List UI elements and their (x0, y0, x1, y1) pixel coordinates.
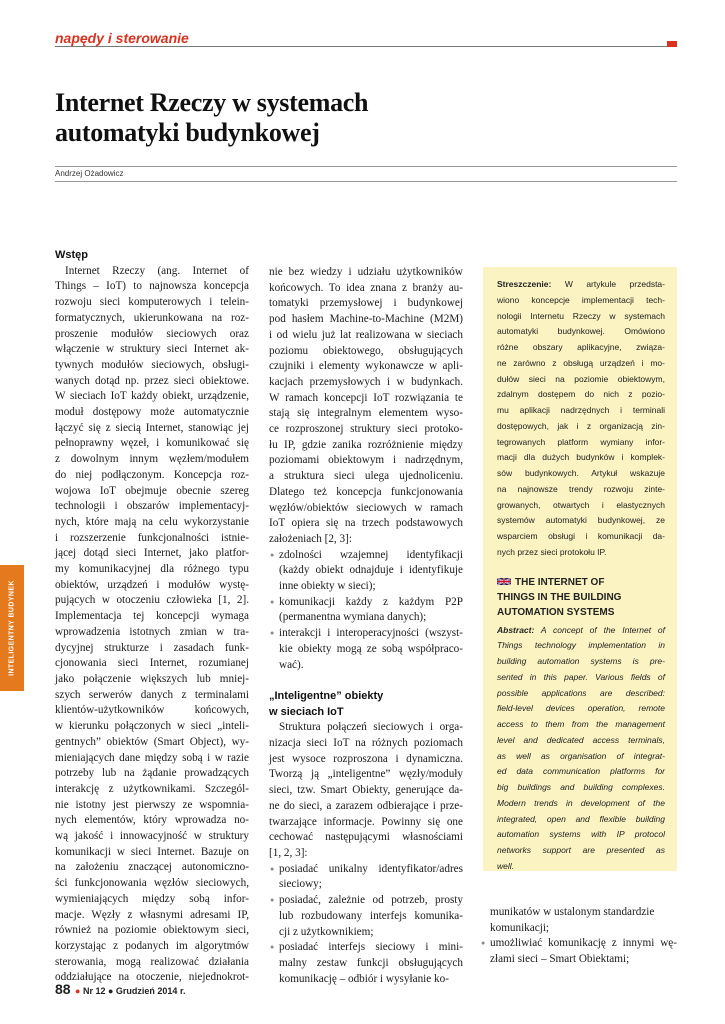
abstract-line: różne obszary aplikacyjne, związa- (497, 342, 665, 352)
section-divider (55, 46, 677, 47)
english-title-text: THE INTERNET OF (515, 576, 605, 588)
text-line: gentnych” obiektów (Smart Object), wy- (55, 735, 249, 748)
text-line: stają się integralnym elementem wyso- (269, 407, 463, 420)
list-item-line: umożliwiać komunikację z innymi wę- (490, 937, 677, 950)
abstract-box (483, 267, 677, 871)
english-title-text: THINGS IN THE BUILDING (497, 591, 622, 603)
article-title-line: Internet Rzeczy w systemach (55, 88, 369, 117)
list-item-line: komunikacji; (490, 921, 550, 934)
list-item (269, 548, 463, 595)
text-line: poziomu obiektowego, obsługujących (269, 344, 463, 357)
abstract-line: integrated, open and flexible building (497, 813, 665, 824)
text-line: W ramach koncepcji IoT rozwiązania te (269, 391, 463, 404)
text-line: Internet Rzeczy (ang. Internet of (65, 264, 249, 277)
abstract-line: automation systems with IP protocol (497, 829, 665, 840)
list-item-line: wać). (279, 658, 304, 671)
abstract-line: well. (497, 860, 515, 871)
side-category-tab (0, 565, 24, 691)
text-line: proszenie modułów sieciowych oraz (55, 327, 249, 340)
text-line: technologii i obszarów implementacyj- (55, 500, 249, 513)
section-heading: „Inteligentne” obiekty (269, 689, 384, 702)
text-line: nie bez wiedzy i udziału użytkowników (269, 266, 463, 278)
abstract-line: sented in this paper. Various fields of (497, 671, 665, 682)
bullet-dot: ● (270, 896, 275, 905)
bullet-dot: ● (270, 597, 275, 606)
bullet-dot: ● (481, 939, 486, 948)
text-line: pełnoprawny węzeł, i komunikować się (55, 437, 249, 450)
section-accent-bar (667, 41, 677, 47)
list-item-line: kie obiekty mogą ze sobą współpraco- (279, 642, 463, 655)
text-line: pujących w otoczeniu człowieka [1, 2]. (55, 594, 249, 607)
text-line: formatycznych, ukierunkowana na roz- (55, 311, 249, 324)
text-line: czujniki i elementy wykonawcze w apli- (269, 360, 463, 373)
text-column-3 (480, 905, 677, 968)
english-title-line (497, 590, 665, 605)
text-line: końcowych. To idea znana z branży au- (269, 281, 463, 294)
abstract-line: zdalnym dostępem do nich z pozio- (497, 389, 665, 400)
text-line: szych serwerów danych z terminalami (55, 688, 249, 701)
abstract-line: dułów sieci na poziomie obiektowym, (497, 373, 665, 384)
text-line: kacjach przemysłowych i w budynkach. (269, 375, 463, 388)
text-line: korzystając z podanych im algorytmów (55, 939, 249, 952)
text-line: moduł dostępowy może automatycznie (55, 406, 249, 419)
text-line: nizacja sieci IoT na różnych poziomach (269, 737, 463, 750)
english-title (497, 575, 665, 620)
list-item-line: sieciowy; (279, 878, 322, 891)
english-abstract (497, 623, 665, 875)
text-line: rozwoju sieci komputerowych i telein- (55, 296, 249, 309)
abstract-line: nych przez sieci protokołu IP. (497, 546, 607, 557)
text-line: Implementacja tej koncepcji wymaga (55, 610, 249, 623)
text-line: mieniających dane między sobą i w razie (55, 751, 249, 764)
author-divider-top (55, 166, 677, 167)
text-line: również na poziomie obiektowym sieci, (55, 924, 249, 937)
text-line: sieci, tzw. Smart Obiekty, generujące da- (269, 784, 463, 797)
list-item-line: (każdy obiekt odnajduje i identyfikuje (279, 564, 463, 577)
list-item (480, 936, 677, 967)
text-line: cjonowania sieci Internet, rozumianej (55, 657, 249, 670)
abstract-line: access to them from the management (497, 719, 665, 729)
text-line: ści funkcjonowania węzłów sieciowych, (55, 877, 249, 890)
abstract-line: macji dla dużych budynków i komplek- (497, 452, 665, 463)
list-item-line: lub rozbudowany interfejs komunika- (279, 909, 463, 922)
abstract-line: Things technology implementation in (497, 640, 665, 651)
text-line: wymieniających między sobą infor- (55, 892, 249, 905)
abstract-line: field-level devices operation, remote (497, 703, 665, 714)
list-item-line: złami sieci – Smart Obiektami; (490, 953, 630, 966)
text-line: IoT opiera się na trzech podstawowych (269, 517, 463, 530)
list-item-line: munikatów w ustalonym standardzie (490, 906, 655, 918)
text-line: wanych dotąd np. przez sieci obiektowe. (55, 374, 249, 387)
abstract-line (497, 277, 665, 293)
text-line: obiektów, urządzeń i modułów wystę- (55, 578, 249, 591)
section-header (55, 30, 677, 48)
text-line: Tworzą ją „inteligentne” węzły/moduły (269, 768, 463, 781)
abstract-line: possible applications are described: (497, 687, 665, 698)
list-item-line: zdolności wzajemnej identyfikacji (279, 548, 463, 561)
abstract-label: Abstract: (497, 624, 535, 635)
text-line: Things – IoT) to najnowsza koncepcja (55, 280, 249, 293)
abstract-line: ne zarówno z obsługą urządzeń i mo- (497, 357, 665, 368)
section-heading: Wstęp (55, 249, 88, 261)
english-title-line (497, 605, 665, 620)
list-item-line: posiadać, zależnie od potrzeb, prosty (279, 894, 463, 907)
text-line: łu IP, gdzie zanika rozróżnienie między (269, 438, 463, 451)
text-line: i od wielu już lat realizowana w sieciach (269, 328, 463, 341)
abstract-line: na najnowsze trendy rozwoju zinte- (497, 483, 665, 494)
text-line: na założeniu znaczącej autonomiczno- (55, 861, 249, 874)
page-footer (55, 981, 185, 999)
text-line: oddziałujące na otoczenie, niejednokrot- (55, 971, 249, 984)
abstract-line: dostępowych, jak i z organizacją zin- (497, 420, 665, 431)
text-line: jako połączenie większych lub mniej- (55, 672, 249, 685)
uk-flag-icon (497, 577, 511, 586)
abstract-line: mu aplikacji nadrzędnych i terminali (497, 405, 665, 415)
list-item-line: posiadać unikalny identyfikator/adres (279, 862, 463, 875)
list-item (269, 940, 463, 987)
text-line: twarzające informacje. Powinny się one (269, 815, 463, 828)
list-item (269, 626, 463, 673)
author-name: Andrzej Ożadowicz (55, 169, 124, 178)
text-column-1 (55, 248, 249, 986)
abstract-line: nologii Internetu Rzeczy w systemach (497, 310, 665, 321)
page-number: 88 (55, 981, 71, 997)
text-line: komunikacji w sieci Internet. Bazuje on (55, 845, 249, 858)
bullet-dot: ● (270, 629, 275, 638)
text-line: sterowania, mogą realizować działania (55, 955, 249, 968)
text-line: a struktura sieci ulega ujednoliceniu. (269, 470, 463, 483)
text-line: ce rozproszonej struktury sieci protoko- (269, 423, 463, 436)
list-item-line: (permanentna wymiana danych); (279, 611, 427, 624)
text-line: Struktura połączeń sieciowych i orga- (279, 721, 463, 734)
abstract-line: automatyki budynkowej. Omówiono (497, 326, 665, 337)
text-line: nych elementów, który wprowadza no- (55, 814, 249, 827)
text-line: wprowadzenia istotnych zmian w tra- (55, 625, 249, 638)
text-line: ne do sieci, a zarazem odbierające i prze- (269, 799, 463, 812)
list-item-line: malny zestaw funkcji obsługujących (279, 956, 463, 969)
list-item-line: posiadać interfejs sieciowy i mini- (279, 941, 463, 954)
text-line: my komunikacyjnej dla różnego typu (55, 563, 249, 576)
abstract-line: wsparciem obsługi i komunikacji da- (497, 531, 665, 541)
text-line: w kierunku połączonych w sieci „inteli- (55, 720, 249, 733)
text-line: cechować następującymi własnościami (269, 831, 463, 844)
abstract-line: networks support are presented as (497, 845, 665, 855)
abstract-line: building automation systems is pre- (497, 656, 665, 666)
list-item-line: cji z użytkownikiem; (279, 925, 374, 938)
list-item (269, 893, 463, 940)
abstract-line: ed data communication platforms for (497, 766, 665, 777)
abstract-line: tegrowanych platform wymiany infor- (497, 436, 665, 447)
abstract-line: as well as organisation of integrat- (497, 750, 665, 761)
text-line: nych, które mają na celu wykorzystanie (55, 515, 249, 528)
text-line: potrzeby lub na żądanie prowadzących (55, 767, 249, 780)
abstract-line: systemów automatyki budynkowej, ze (497, 515, 665, 526)
text-line: tywnych modułów sieciowych, obsługi- (55, 358, 249, 371)
text-line: węzłów/obiektów sieciowych w ramach (269, 501, 463, 514)
section-label: napędy i sterowanie (55, 30, 189, 46)
text-line: z dowolnym innym węzłem/modułem (55, 453, 249, 466)
text-line: W sieciach IoT każdy obiekt, urządzenie, (55, 390, 249, 403)
footer-separator-dot: ● (75, 986, 83, 996)
abstract-text: A concept of the Internet of (540, 624, 665, 635)
text-line: wojowa IoT obejmuje obecnie szereg (55, 484, 249, 497)
text-line: tomatyki przemysłowej i budynkowej (269, 297, 463, 310)
footer-issue-info: Nr 12 ● Grudzień 2014 r. (82, 986, 186, 996)
bullet-dot: ● (270, 943, 275, 952)
text-line: i rozszerzenie funkcjonalności istnie- (55, 531, 249, 544)
text-line: Dlatego też koncepcja funkcjonowania (269, 485, 463, 498)
spacer (269, 673, 463, 689)
text-line: klientów-użytkowników końcowych, (55, 704, 249, 717)
text-line: do niej podłączonym. Koncepcja roz- (55, 468, 249, 481)
bullet-dot: ● (270, 864, 275, 873)
abstract-line (497, 623, 665, 639)
abstract-line: sów budynkowych. Artykuł wskazuje (497, 468, 665, 478)
text-line: nie istotny jest pierwszy ze wspomnia- (55, 798, 249, 811)
text-line: interakcję z użytkownikami. Szczegól- (55, 782, 249, 795)
text-line: wą jakość i innowacyjność w struktury (55, 830, 249, 843)
abstract-line: growanych, otwartych i elastycznych (497, 499, 665, 510)
list-item (269, 595, 463, 626)
text-line: włączenie w struktury sieci Internet ak- (55, 343, 249, 356)
abstract-text: W artykule przedsta- (564, 279, 665, 289)
text-line: jącej dotąd sieci Internet, jako platfor- (55, 547, 249, 560)
abstract-label: Streszczenie: (497, 279, 552, 289)
text-line: jest wysoce rozproszona i dynamiczna. (269, 752, 463, 765)
abstract-line: Modern trends in development of the (497, 797, 665, 808)
list-item (269, 862, 463, 893)
list-item-line: komunikacji każdy z każdym P2P (279, 595, 463, 608)
text-line: poziomami obiektowym i nadrzędnym, (269, 454, 463, 467)
list-item-continuation (480, 905, 677, 936)
side-category-label: INTELIGENTNY BUDYNEK (8, 580, 16, 676)
author-divider-bottom (55, 181, 677, 182)
abstract-line: wiono koncepcje implementacji tech- (497, 294, 665, 305)
text-line: łączyć się z siecią Internet, stanowiąc jej (55, 421, 249, 434)
article-title (55, 88, 615, 148)
text-line: założeniach [2, 3]: (269, 532, 352, 545)
text-column-2 (269, 265, 463, 987)
list-item-line: komunikację – odbiór i wysyłanie ko- (279, 972, 449, 985)
bullet-dot: ● (270, 550, 275, 559)
english-title-text: AUTOMATION SYSTEMS (497, 606, 615, 618)
section-heading: w sieciach IoT (269, 705, 344, 718)
text-line: dycyjnej strukturze i zasadach funk- (55, 641, 249, 654)
article-title-line: automatyki budynkowej (55, 118, 320, 147)
abstract-line: level and dedicated access terminals, (497, 734, 665, 745)
list-item-line: interakcji i interoperacyjności (wszyst- (279, 627, 463, 640)
text-line: pod hasłem Machine-to-Machine (M2M) (269, 313, 463, 326)
english-title-line (497, 575, 665, 590)
abstract-line: big buildings and building complexes. (497, 782, 665, 792)
text-line: [1, 2, 3]: (269, 847, 308, 859)
list-item-line: inne obiekty w sieci); (279, 580, 376, 593)
text-line: macje. Węzły z własnymi adresami IP, (55, 908, 249, 921)
